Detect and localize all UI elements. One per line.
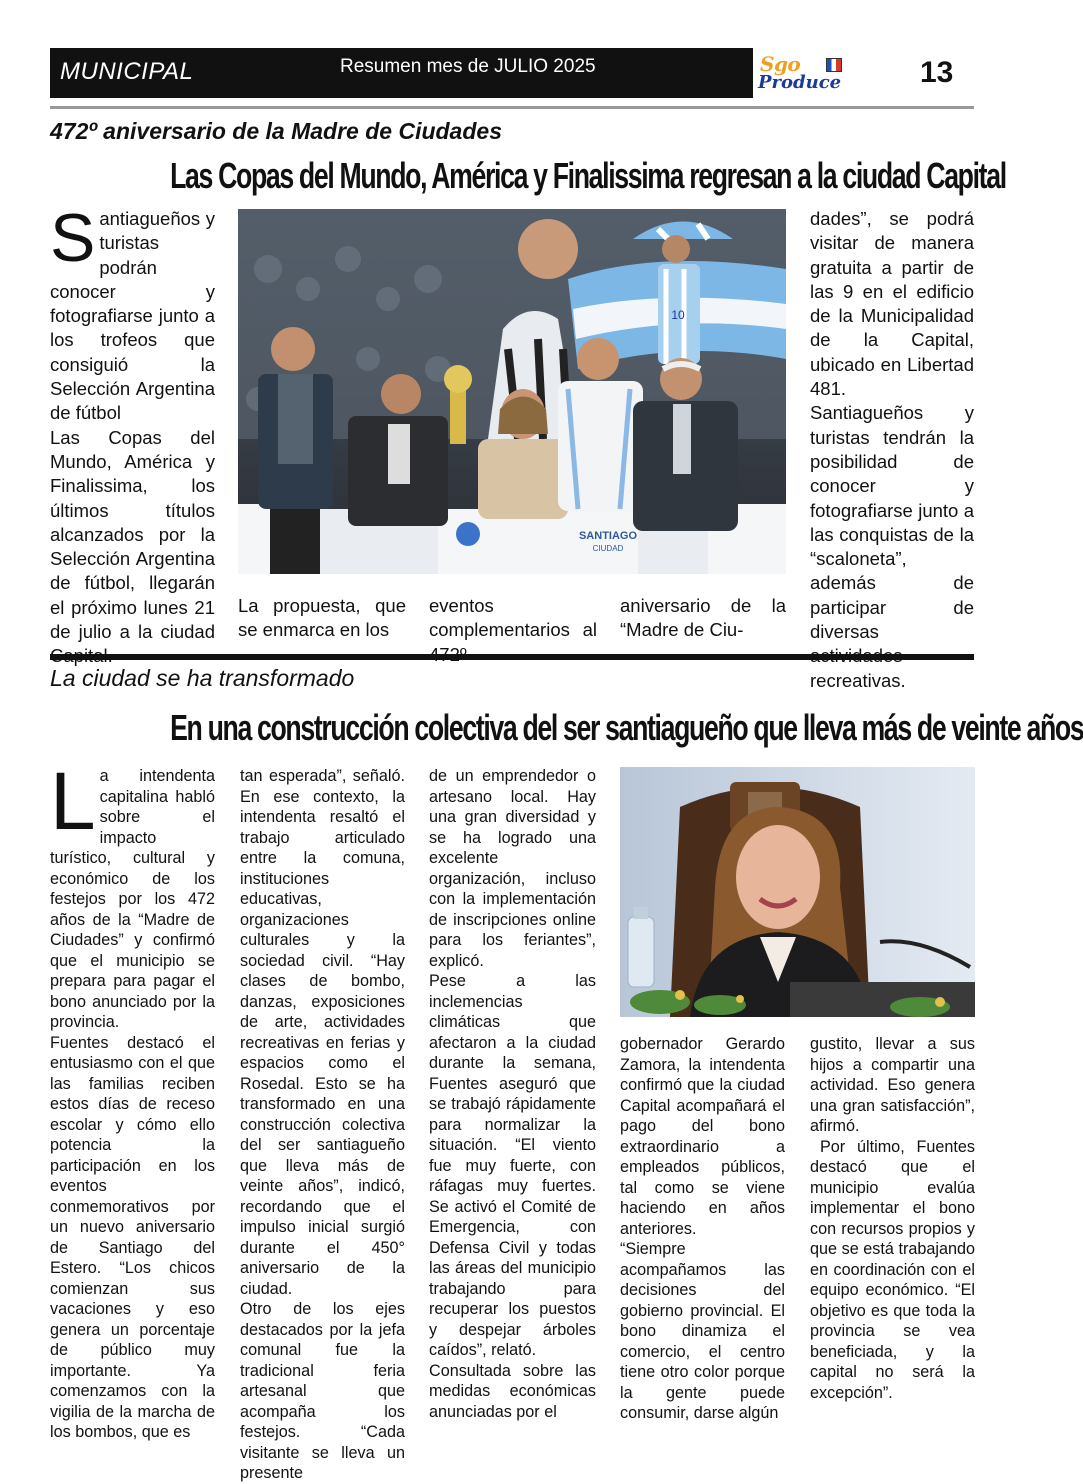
article2-column-3 <box>429 766 596 1422</box>
article2-col4-para2: “Siempre acompañamos las decisiones del gobierno provincial. El bono dinamiza el comercio, el centro tiene otro color porque la gente puede consumir, darse algún <box>620 1240 785 1422</box>
jersey-number: 10 <box>671 308 685 322</box>
article2-column-5 <box>810 1034 975 1403</box>
article2-column-1 <box>50 756 215 1443</box>
article1-col1-para1: antiagueños y turistas podrán conocer y fotografiarse junto a los trofeos que consiguió la Selección Argentina de fútbol <box>50 208 215 424</box>
logo-bottom-text: Produce <box>758 72 842 93</box>
article2-col4-para1: gobernador Gerardo Zamora, la intendenta confirmó que la ciudad Capital acompañará el pago del bono extraordinario a empleados públicos, tal como se viene haciendo en años anteriores. <box>620 1035 785 1238</box>
article2-col1-para2: Fuentes destacó el entusiasmo con el que las familias reciben estos días de receso escolar y cómo ello potencia la participación en los eventos conmemorativos por un nuevo aniversario de Santiago del Estero. “Los chicos comienzan sus vacaciones y eso genera un porcentaje de público muy importante. Ya comenzamos con la vigilia de la marcha de los bombos, que es <box>50 1033 215 1441</box>
article1-column-1 <box>50 200 215 669</box>
logo-top-text: Sgo <box>760 52 801 76</box>
article2-photo <box>620 767 975 1017</box>
article2-column-4 <box>620 1034 785 1424</box>
article2-kicker: La ciudad se ha transformado <box>50 665 355 691</box>
page-number: 13 <box>920 56 954 89</box>
flag-icon <box>826 58 842 72</box>
article1-headline: Las Copas del Mundo, América y Finalissima regresan a la ciudad Capital <box>170 155 1006 196</box>
article2-col3-para2: Pese a las inclemencias climáticas que afectaron a la ciudad durante la semana, Fuentes aseguró que se trabajó rápidamente para normalizar la situación. “El viento fue muy fuerte, con ráfagas muy fuertes. Se activó el Comité de Emergencia, con Defensa Civil y todas las áreas del municipio trabajando para recuperar los puestos y despejar árboles caídos”, relató. <box>429 972 596 1359</box>
section-label: MUNICIPAL <box>60 58 194 85</box>
article2-col5-para1: gustito, llevar a sus hijos a compartir una actividad. Eso genera una gran satisfacción”, afirmó. <box>810 1035 975 1135</box>
article1-column-3: eventos complementarios al <box>429 595 597 641</box>
intendenta-portrait-photo <box>620 767 975 1017</box>
article2-col3-para3: Consultada sobre las medidas económicas anunciadas por el <box>429 1361 596 1421</box>
trophy-ceremony-photo <box>238 209 786 574</box>
article2-col5-para2: Por último, Fuentes destacó que el municipio evalúa implementar el bono con recursos propios y que se está trabajando en coordinación con el equipo económico. “El objetivo es que toda la provincia se vea beneficiada, y la capital no será la excepción”. <box>810 1137 975 1402</box>
article1-kicker: 472º aniversario de la Madre de Ciudades <box>50 118 502 144</box>
article2-col3-para1: de un emprendedor o artesano local. Hay una gran diversidad y se ha logrado una excelente organización, incluso con la implementación de inscripciones online para los feriantes”, explicó. <box>429 767 596 970</box>
article2-col1-para1: a intendenta capitalina habló sobre el impacto turístico, cultural y económico de los festejos por los 472 años de la “Madre de Ciudades” y confirmó que el municipio se prepara para pagar el bono anunciado por la provincia. <box>50 767 215 1031</box>
article2-headline: En una construcción colectiva del ser santiagueño que lleva más de veinte años <box>170 707 1083 748</box>
article1-dropcap: S <box>50 200 96 276</box>
article1-column-4: aniversario de la “Madre de Ciu- <box>620 595 786 641</box>
podium-banner-text: SANTIAGO <box>578 530 638 542</box>
article1-column-5 <box>810 207 974 693</box>
publication-logo <box>758 54 898 94</box>
podium-banner-sub: CIUDAD <box>592 544 624 553</box>
article1-photo <box>238 209 786 574</box>
article2-dropcap: L <box>50 756 96 847</box>
header-rule <box>50 106 974 109</box>
section-divider <box>50 654 974 660</box>
article1-col5-para2: Santiagueños y turistas tendrán la posibilidad de conocer y fotografiarse junto a las conquistas de la “scaloneta”, además de participar de diversas recreativas. <box>810 402 974 691</box>
article2-column-2 <box>240 766 405 1484</box>
issue-label: Resumen mes de JULIO 2025 <box>340 56 596 77</box>
article1-col1-para2: Las Copas del Mundo, América y Finalissima, los últimos títulos alcanzados por la Selección Argentina de fútbol, llegarán el próximo lunes 21 de julio a la ciudad <box>50 426 215 643</box>
article2-col2-para2: Otro de los ejes destacados por la jefa comunal fue la tradicional feria artesanal que acompaña los festejos. “Cada visitante se lleva un presente <box>240 1300 405 1482</box>
article1-column-2: La propuesta, que se enmarca en los <box>238 595 406 641</box>
article1-col5-para1: dades”, se podrá visitar de manera gratuita a partir de las 9 en el edificio de la Municipalidad de la Capital, ubicado en Libertad 481. <box>810 208 974 400</box>
article2-col2-para1: tan esperada”, señaló. En ese contexto, la intendenta resaltó el trabajo articulado entre la comuna, instituciones educativas, organizaciones culturales y la sociedad civil. “Hay clases de bombo, danzas, exposiciones de arte, actividades recreativas en ferias y espacios como el Rosedal. Esto se ha transformado en una construcción colectiva del ser santiagueño que lleva más de veinte años”, indicó, recordando que el impulso inicial surgió durante el 450° aniversario de la ciudad. <box>240 767 405 1298</box>
